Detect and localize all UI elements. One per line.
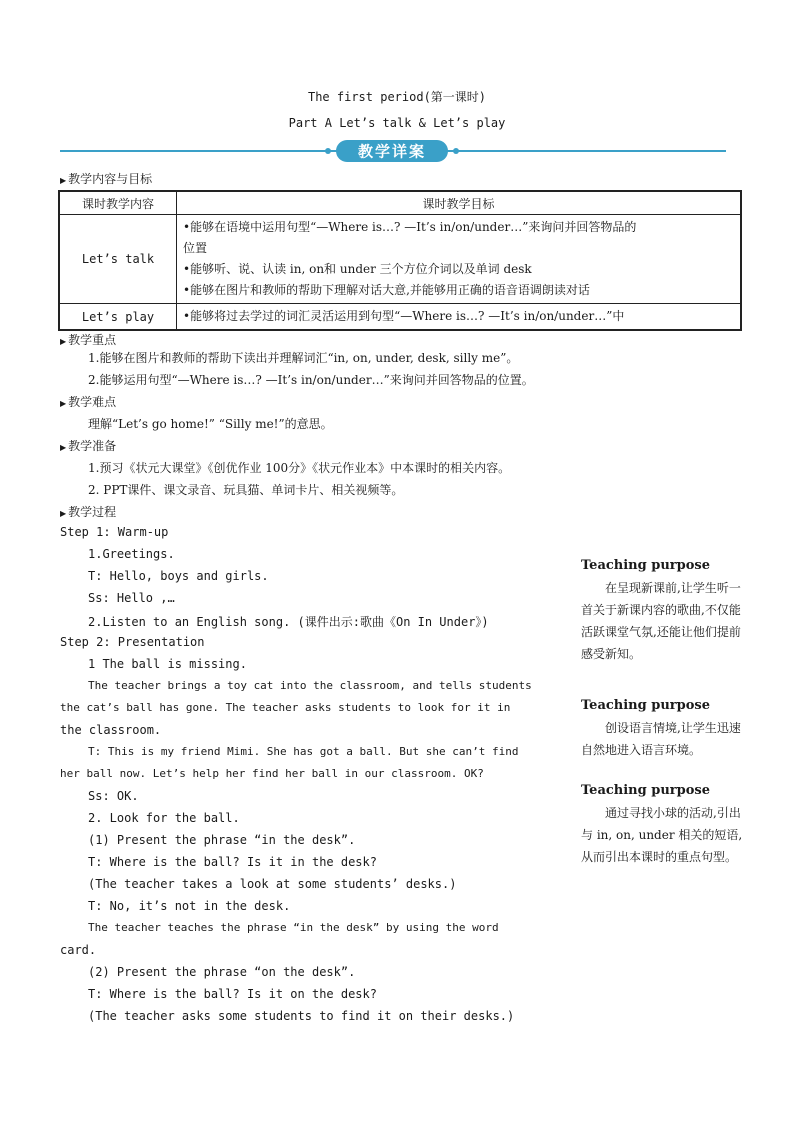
difficulty-text: 理解“Let’s go home!” “Silly me!”的意思。 <box>88 417 333 431</box>
process-line: T: No, it’s not in the desk. <box>88 899 291 913</box>
process-line: Step 1: Warm-up <box>60 525 169 539</box>
goals-table <box>58 190 742 331</box>
goal-line: •能够在图片和教师的帮助下理解对话大意,并能够用正确的语音语调朗读对话 <box>183 283 590 297</box>
table-header-goals: 课时教学目标 <box>177 191 742 215</box>
process-line: T: Where is the ball? Is it on the desk? <box>88 987 377 1001</box>
section-heading-key-points: ▶ 教学重点 <box>60 333 117 347</box>
sidebar-note-title: Teaching purpose <box>581 698 710 713</box>
banner-badge <box>322 139 462 163</box>
goal-line: •能够在语境中运用句型“—Where is…? —It’s in/on/under…”来询问并回答物品的 <box>183 220 637 234</box>
key-point-1: 1.能够在图片和教师的帮助下读出并理解词汇“in, on, under, desk, silly me”。 <box>88 351 519 365</box>
process-line: Ss: OK. <box>88 789 139 803</box>
table-row <box>59 304 741 331</box>
goal-line: 位置 <box>183 241 208 255</box>
process-line: card. <box>60 943 97 957</box>
goal-line: •能够听、说、认读 in, on和 under 三个方位介词以及单词 desk <box>183 262 532 276</box>
process-line: The teacher brings a toy cat into the classroom, and tells students <box>88 679 532 692</box>
process-line: the cat’s ball has gone. The teacher asks students to look for it in <box>60 701 511 714</box>
process-line: 1.Greetings. <box>88 547 175 561</box>
section-heading-process: ▶ 教学过程 <box>60 505 117 519</box>
section-heading-difficulties: ▶ 教学难点 <box>60 395 117 409</box>
page-title: The first period(第一课时) <box>307 90 487 104</box>
table-header-content: 课时教学内容 <box>59 191 177 215</box>
process-line: her ball now. Let’s help her find her ball in our classroom. OK? <box>60 767 484 780</box>
key-point-2: 2.能够运用句型“—Where is…? —It’s in/on/under…”来询问并回答物品的位置。 <box>88 373 534 387</box>
process-line: (The teacher asks some students to find it on their desks.) <box>88 1009 515 1023</box>
table-cell-goals <box>177 215 742 304</box>
section-heading-preparation: ▶ 教学准备 <box>60 439 117 453</box>
sidebar-note-title: Teaching purpose <box>581 783 710 798</box>
page-subtitle: Part A Let’s talk & Let’s play <box>288 116 506 130</box>
preparation-item-1: 1.预习《状元大课堂》《创优作业 100分》《状元作业本》中本课时的相关内容。 <box>88 461 511 475</box>
process-line: 2. Look for the ball. <box>88 811 240 825</box>
process-line: (The teacher takes a look at some students’ desks.) <box>88 877 457 891</box>
process-line: 1 The ball is missing. <box>88 657 247 671</box>
process-line: the classroom. <box>60 723 162 737</box>
sidebar-note-body: 创设语言情境,让学生迅速自然地进入语言环境。 <box>581 721 741 757</box>
table-row <box>59 215 741 304</box>
section-heading-content-goals: ▶ 教学内容与目标 <box>60 172 153 186</box>
goal-line: •能够将过去学过的词汇灵活运用到句型“—Where is…? —It’s in/on/under…”中 <box>183 309 625 323</box>
table-cell-content: Let’s play <box>59 304 177 331</box>
table-cell-goals <box>177 304 742 331</box>
process-line: T: Where is the ball? Is it in the desk? <box>88 855 377 869</box>
process-line: T: Hello, boys and girls. <box>88 569 269 583</box>
process-line: T: This is my friend Mimi. She has got a ball. But she can’t find <box>88 745 519 758</box>
sidebar-note-body: 通过寻找小球的活动,引出与 in, on, under 相关的短语,从而引出本课时的重点句型。 <box>581 806 743 864</box>
preparation-item-2: 2. PPT课件、课文录音、玩具猫、单词卡片、相关视频等。 <box>88 483 404 497</box>
process-line: Step 2: Presentation <box>60 635 205 649</box>
table-cell-content: Let’s talk <box>59 215 177 304</box>
process-line: (2) Present the phrase “on the desk”. <box>88 965 356 979</box>
process-line: The teacher teaches the phrase “in the desk” by using the word <box>88 921 499 934</box>
process-line: Ss: Hello ,… <box>88 591 175 605</box>
table-header-row <box>59 191 741 215</box>
sidebar-note-title: Teaching purpose <box>581 558 710 573</box>
banner-text: 教学详案 <box>357 142 427 161</box>
process-line: (1) Present the phrase “in the desk”. <box>88 833 356 847</box>
process-line: 2.Listen to an English song. (课件出示:歌曲《On In Under》) <box>88 615 489 629</box>
sidebar-note-body: 在呈现新课前,让学生听一首关于新课内容的歌曲,不仅能活跃课堂气氛,还能让他们提前感受新知。 <box>581 581 741 661</box>
